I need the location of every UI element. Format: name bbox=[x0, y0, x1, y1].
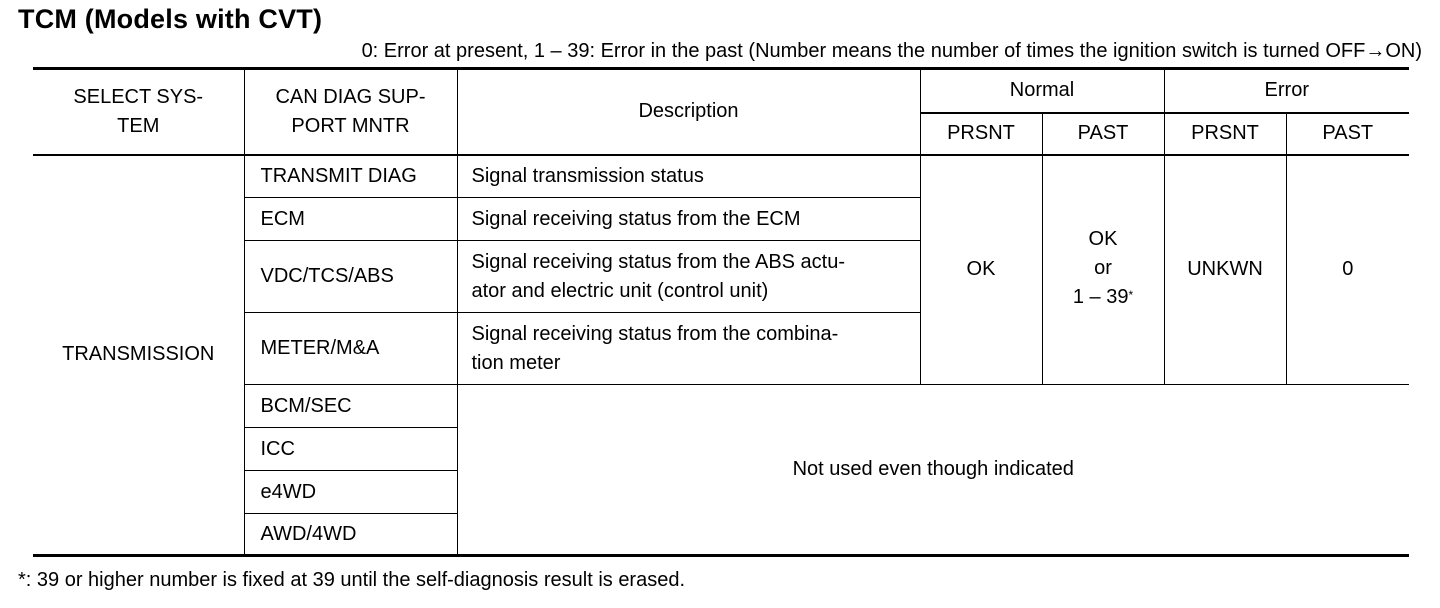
page-title: TCM (Models with CVT) bbox=[18, 4, 323, 34]
description-ecm: Signal receiving status from the ECM bbox=[457, 198, 920, 241]
value-normal-past bbox=[1042, 155, 1164, 385]
monitor-bcm-sec: BCM/SEC bbox=[244, 385, 457, 428]
description-meter-ma-line2: tion meter bbox=[471, 351, 561, 374]
monitor-meter-ma: METER/M&A bbox=[244, 313, 457, 385]
value-normal-past-line3 bbox=[1057, 283, 1150, 314]
legend-note: 0: Error at present, 1 – 39: Error in the past (Number means the number of times the ignition switch is turned OFF→ON) bbox=[361, 40, 1422, 62]
value-error-prsnt: UNKWN bbox=[1164, 155, 1286, 385]
value-normal-past-line1: OK bbox=[1088, 228, 1118, 251]
value-normal-prsnt: OK bbox=[920, 155, 1042, 385]
header-normal: Normal bbox=[920, 69, 1164, 113]
can-diag-table bbox=[33, 67, 1409, 557]
monitor-e4wd: e4WD bbox=[244, 471, 457, 514]
description-vdc-tcs-abs bbox=[457, 241, 920, 313]
value-error-past: 0 bbox=[1286, 155, 1409, 385]
description-meter-ma-line1: Signal receiving status from the combina- bbox=[471, 322, 839, 345]
header-error-prsnt: PRSNT bbox=[1164, 113, 1286, 155]
header-error: Error bbox=[1164, 69, 1409, 113]
description-transmit-diag: Signal transmission status bbox=[457, 155, 920, 198]
footnote: *: 39 or higher number is fixed at 39 until the self-diagnosis result is erased. bbox=[18, 569, 686, 591]
header-select-system-line2: TEM bbox=[117, 114, 160, 137]
header-normal-past: PAST bbox=[1042, 113, 1164, 155]
asterisk-mark: * bbox=[1128, 288, 1134, 303]
description-vdc-tcs-abs-line2: ator and electric unit (control unit) bbox=[471, 279, 769, 302]
value-normal-past-range: 1 – 39 bbox=[1072, 286, 1129, 309]
header-select-system-line1: SELECT SYS- bbox=[73, 85, 204, 108]
header-can-diag-line2: PORT MNTR bbox=[291, 114, 410, 137]
not-used-cell: Not used even though indicated bbox=[457, 385, 1409, 556]
monitor-vdc-tcs-abs: VDC/TCS/ABS bbox=[244, 241, 457, 313]
monitor-transmit-diag: TRANSMIT DIAG bbox=[244, 155, 457, 198]
monitor-ecm: ECM bbox=[244, 198, 457, 241]
description-vdc-tcs-abs-line1: Signal receiving status from the ABS actu- bbox=[471, 250, 846, 273]
header-can-diag-line1: CAN DIAG SUP- bbox=[275, 85, 426, 108]
monitor-icc: ICC bbox=[244, 428, 457, 471]
header-error-past: PAST bbox=[1286, 113, 1409, 155]
header-description: Description bbox=[457, 69, 920, 155]
header-normal-prsnt: PRSNT bbox=[920, 113, 1042, 155]
value-normal-past-line2: or bbox=[1094, 257, 1112, 280]
header-select-system bbox=[33, 69, 244, 155]
description-meter-ma bbox=[457, 313, 920, 385]
select-system-cell: TRANSMISSION bbox=[33, 155, 244, 556]
header-can-diag bbox=[244, 69, 457, 155]
monitor-awd-4wd: AWD/4WD bbox=[244, 514, 457, 556]
